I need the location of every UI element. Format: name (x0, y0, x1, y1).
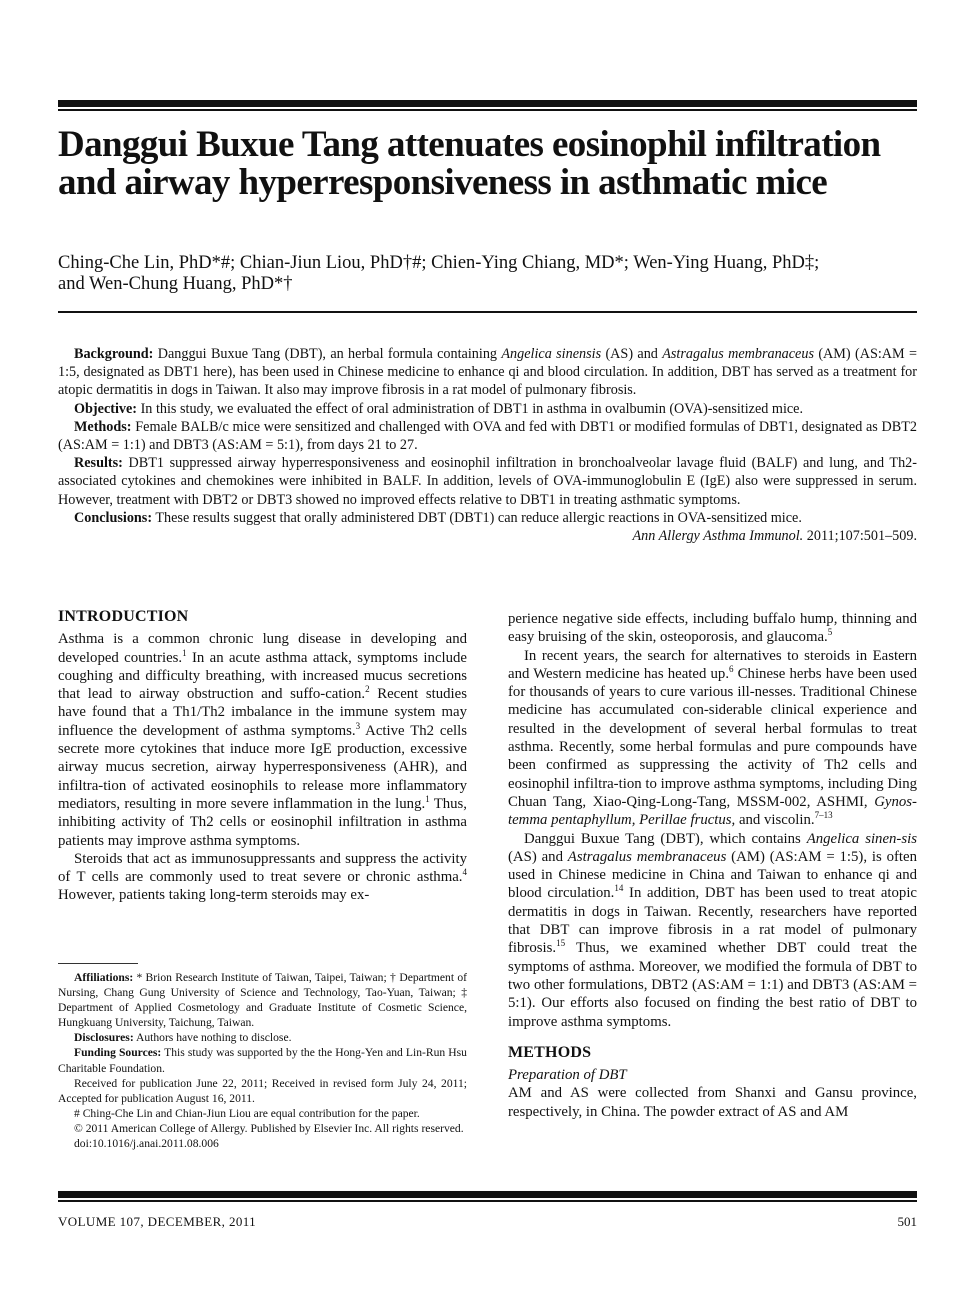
right-p3-a: Danggui Buxue Tang (DBT), which contains (524, 830, 807, 847)
background-as-species: Angelica sinensis (501, 346, 602, 362)
abstract-objective (58, 400, 917, 418)
footnotes (58, 970, 467, 1151)
funding-label: Funding Sources: (74, 1046, 162, 1060)
bottom-rule-thin (58, 1200, 917, 1202)
ref-sup: 15 (556, 938, 566, 949)
abstract-top-rule (58, 311, 917, 313)
ref-sup: 6 (729, 663, 734, 674)
note-affiliations (58, 970, 467, 1030)
ref-sup: 7–13 (814, 810, 833, 821)
note-funding (58, 1045, 467, 1075)
citation (58, 527, 917, 545)
ref-sup: 3 (355, 720, 361, 731)
intro-p1-d: Active Th2 cells secrete more cytokines that induce more IgE production, excessive airway mucus secretion, airway hyperresponsiveness (AHR), and infiltra-tion of activated eosinophils to release more inflammatory mediators, resulting in more severe inflammation in the lung. (58, 722, 468, 812)
objective-label: Objective: (74, 400, 138, 417)
right-p2-b: Chinese herbs have been used for thousands of years to cure various ill-nesses. Traditional Chinese medicine has accumulated con-siderable clinical experience and resulted in the development of several herbal formulas to treat asthma. Recently, some herbal formulas and pure compounds have been confirmed as suppressing the activity of Th2 cells and eosinophil infiltra-tion to improve asthma symptoms, including Ding Chuan Tang, Xiao-Qing-Long-Tang, MSSM-002, ASHMI, (508, 665, 917, 810)
conclusions-text: These results suggest that orally administered DBT (DBT1) can reduce allergic reactions in OVA-sensitized mice. (155, 509, 802, 526)
footnote-rule (58, 963, 138, 964)
methods-text: Female BALB/c mice were sensitized and challenged with OVA and fed with DBT1 or modified formulas of DBT1, designated as DBT2 (AS:AM = 1:1) and DBT3 (AS:AM = 5:1), from days 21 to 27. (58, 418, 917, 454)
methods-label: Methods: (74, 418, 132, 435)
funding-text: This study was supported by the the Hong-Yen and Lin-Run Hsu Charitable Foundation. (58, 1046, 467, 1075)
disclosures-label: Disclosures: (74, 1031, 134, 1045)
intro-paragraph-2 (58, 850, 467, 905)
intro-p2-a: Steroids that act as immunosuppressants and suppress the activity of T cells are commonly used to treat severe or chronic asthma. (58, 850, 467, 886)
top-rule-thick (58, 100, 917, 107)
intro-paragraph-1 (58, 630, 467, 850)
species-italic: Gynos-temma pentaphyllum, Perillae fructus, (508, 793, 917, 829)
right-p3-c: (AM) (AS:AM = 1:5), is often used in Chinese medicine in China and Taiwan to enhance qi and blood circulation. (508, 848, 917, 902)
right-p2-c: and viscolin. (735, 812, 815, 829)
right-paragraph-2 (508, 647, 917, 830)
results-text: DBT1 suppressed airway hyperresponsiveness and eosinophil infiltration in bronchoalveolar lavage fluid (BALF) and lung, and Th2-associated cytokines and chemokines were inhibited in BALF. In addition, levels of OVA-immunoglobulin E (IgE) also were suppressed in serum. However, treatment with DBT2 or DBT3 showed no improved effects relative to DBT1 in treating asthmatic symptoms. (58, 455, 918, 508)
affiliations-text: * Brion Research Institute of Taiwan, Taipei, Taiwan; † Department of Nursing, Chang Gung University of Science and Technology, Tao-Yuan, Taiwan; ‡ Department of Applied Cosmetology and Graduate Institute of Cosmetic Science, Hungkuang University, Taichung, Taiwan. (58, 971, 467, 1030)
note-disclosures (58, 1030, 467, 1045)
ref-sup: 5 (827, 627, 833, 638)
abstract (58, 345, 917, 545)
affiliations-label: Affiliations: (74, 971, 134, 984)
authors-line-2: and Wen-Chung Huang, PhD*† (58, 274, 293, 294)
disclosures-text: Authors have nothing to disclose. (135, 1031, 292, 1045)
species-italic: Astragalus membranaceus (567, 848, 727, 865)
background-text-b: (AS) and (605, 346, 658, 362)
ref-sup: 14 (614, 883, 624, 894)
intro-p2-b: However, patients taking long-term steroids may ex- (58, 887, 370, 904)
ref-sup: 1 (182, 647, 187, 658)
intro-p1-a: Asthma is a common chronic lung disease in developing and developed countries. (58, 631, 467, 666)
conclusions-label: Conclusions: (74, 509, 153, 526)
footer-volume: VOLUME 107, DECEMBER, 2011 (58, 1214, 257, 1229)
ref-sup: 4 (462, 867, 467, 878)
preparation-subheading: Preparation of DBT (508, 1067, 627, 1084)
abstract-background (58, 345, 917, 400)
intro-p1-e: Thus, inhibiting activity of Th2 cells or eosinophil infiltration in asthma patients may improve asthma symptoms. (58, 795, 468, 849)
background-label: Background: (74, 346, 154, 362)
top-rule-thin (58, 109, 917, 111)
background-am-species: Astragalus membranaceus (662, 346, 814, 362)
note-copyright: © 2011 American College of Allergy. Published by Elsevier Inc. All rights reserved. (74, 1121, 464, 1135)
background-text-a: Danggui Buxue Tang (DBT), an herbal formula containing (157, 346, 498, 362)
authors-line-1: Ching-Che Lin, PhD*#; Chian-Jiun Liou, PhD†#; Chien-Ying Chiang, MD*; Wen-Ying Huang, PhD‡; (58, 253, 820, 273)
right-p1-a: perience negative side effects, including buffalo hump, thinning and easy bruising of the skin, osteoporosis, and glaucoma. (508, 611, 917, 646)
intro-p1-b: In an acute asthma attack, symptoms include coughing and difficulty breathing, with increased mucus secretions that lead to airway obstruction and suffo-cation. (58, 649, 467, 703)
preparation-text: AM and AS were collected from Shanxi and Gansu province, respectively, in China. The powder extract of AS and AM (508, 1085, 917, 1120)
right-p2-a: In recent years, the search for alternatives to steroids in Eastern and Western medicine has heated up. (508, 647, 917, 682)
right-p3-e: Thus, we examined whether DBT could treat the symptoms of asthma. Moreover, we modified the formula of DBT to two other formulations, DBT2 (AS:AM = 1:1) and DBT3 (AS:AM = 5:1). Our efforts also focused on finding the best ratio of DBT to improve asthma symptoms. (508, 940, 917, 1030)
ref-sup: 1 (425, 794, 430, 805)
abstract-results (58, 454, 917, 509)
ref-sup: 2 (365, 684, 370, 695)
intro-p1-c: Recent studies have found that a Th1/Th2 imbalance in the immune system may influence the development of asthma symptoms. (58, 686, 467, 739)
abstract-methods (58, 418, 917, 454)
background-text-c: (AM) (AS:AM = 1:5, designated as DBT1 here), has been used in Chinese medicine to enhance qi and blood circulation. In addition, DBT has served as a treatment for atopic dermatitis in dogs in Taiwan. It also may improve fibrosis in a rat model of pulmonary fibrosis. (58, 346, 918, 399)
citation-journal: Ann Allergy Asthma Immunol. (632, 528, 804, 545)
abstract-conclusions (58, 509, 917, 527)
results-label: Results: (74, 455, 123, 472)
note-equal-contribution: # Ching-Che Lin and Chian-Jiun Liou are equal contribution for the paper. (74, 1106, 420, 1120)
right-p3-b: (AS) and (508, 848, 568, 865)
article-title: Danggui Buxue Tang attenuates eosinophil infiltration and airway hyperresponsiveness in asthmatic mice (58, 124, 881, 203)
methods-heading: METHODS (508, 1043, 592, 1061)
objective-text: In this study, we evaluated the effect of oral administration of DBT1 in asthma in ovalbumin (OVA)-sensitized mice. (140, 400, 804, 417)
page-number: 501 (897, 1214, 917, 1229)
left-column (58, 608, 467, 905)
author-list (58, 253, 928, 295)
right-p3-d: In addition, DBT has been used to treat atopic dermatitis in dogs in Taiwan. Recently, researchers have reported that DBT can improve fibrosis in a rat model of pulmonary fibrosis. (508, 885, 918, 957)
note-received: Received for publication June 22, 2011; Received in revised form July 24, 2011; Accepted for publication August 16, 2011. (58, 1076, 467, 1105)
bottom-rule-thick (58, 1191, 917, 1198)
right-column (508, 610, 917, 1121)
citation-ref: 2011;107:501–509. (806, 528, 917, 545)
note-doi[interactable]: doi:10.1016/j.anai.2011.08.006 (74, 1137, 219, 1151)
right-paragraph-1 (508, 610, 917, 647)
introduction-heading: INTRODUCTION (58, 608, 189, 625)
right-paragraph-3 (508, 830, 917, 1031)
species-italic: Angelica sinen-sis (806, 830, 917, 847)
